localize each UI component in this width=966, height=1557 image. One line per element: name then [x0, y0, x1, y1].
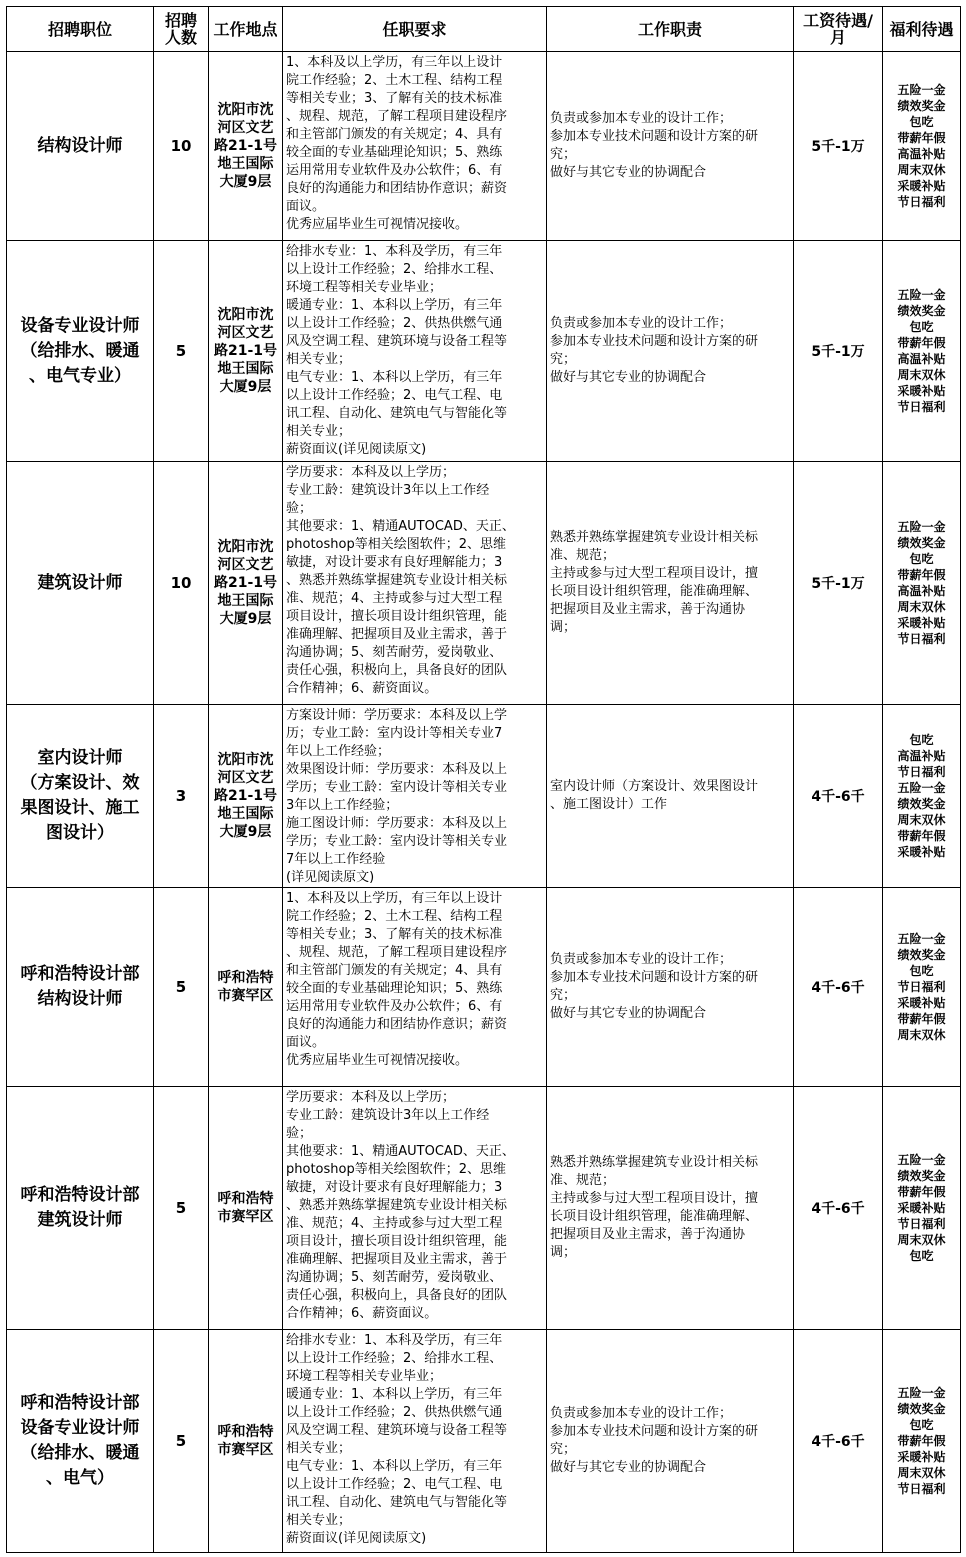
cell-benefits: 五险一金 绩效奖金 包吃 带薪年假 高温补贴 周末双休 采暖补贴 节日福利	[883, 462, 961, 705]
cell-requirements: 学历要求：本科及以上学历； 专业工龄：建筑设计3年以上工作经 验； 其他要求：1、精通AUTOCAD、天正、 photoshop等相关绘图软件；2、思维 敏捷，对设计要求有良好理解能力；3 、熟悉并熟练掌握建筑专业设计相关标 准、规范；4、主持或参与过大型工程 项目设计，擅长项目设计组织管理，能 准确理解、把握项目及业主需求，善于 沟通协调；5、刻苦耐劳，爱岗敬业、 责任心强，积极向上，具备良好的团队 合作精神；6、薪资面议。	[286, 465, 515, 696]
table-row	[7, 52, 961, 241]
cell-requirements: 1、本科及以上学历，有三年以上设计 院工作经验；2、土木工程、结构工程 等相关专业；3、了解有关的技术标准 、规程、规范，了解工程项目建设程序 和主管部门颁发的有关规定；4、具有 较全面的专业基础理论知识；5、熟练 运用常用专业软件及办公软件；6、有 良好的沟通能力和团结协作意识；薪资 面议。 优秀应届毕业生可视情况接收。	[286, 891, 508, 1068]
cell-position: 呼和浩特设计部 建筑设计师	[7, 1087, 154, 1330]
cell-location: 沈阳市沈 河区文艺 路21-1号 地王国际 大厦9层	[209, 241, 283, 462]
cell-count: 5	[154, 1087, 209, 1330]
header-location: 工作地点	[209, 7, 283, 52]
header-duties: 工作职责	[547, 7, 794, 52]
cell-position: 呼和浩特设计部 设备专业设计师 （给排水、暖通 、电气）	[7, 1330, 154, 1553]
cell-duties: 负责或参加本专业的设计工作； 参加本专业技术问题和设计方案的研 究； 做好与其它专业的协调配合	[547, 52, 794, 241]
cell-duties: 负责或参加本专业的设计工作； 参加本专业技术问题和设计方案的研 究； 做好与其它专业的协调配合	[547, 241, 794, 462]
cell-requirements: 学历要求：本科及以上学历； 专业工龄：建筑设计3年以上工作经 验； 其他要求：1、精通AUTOCAD、天正、 photoshop等相关绘图软件；2、思维 敏捷，对设计要求有良好理解能力；3 、熟悉并熟练掌握建筑专业设计相关标 准、规范；4、主持或参与过大型工程 项目设计，擅长项目设计组织管理，能 准确理解、把握项目及业主需求，善于 沟通协调；5、刻苦耐劳，爱岗敬业、 责任心强，积极向上，具备良好的团队 合作精神；6、薪资面议。	[286, 1090, 515, 1321]
table-row	[7, 462, 961, 705]
cell-position: 室内设计师 （方案设计、效 果图设计、施工 图设计）	[7, 705, 154, 888]
cell-salary: 4千-6千	[794, 888, 883, 1087]
cell-duties: 负责或参加本专业的设计工作； 参加本专业技术问题和设计方案的研 究； 做好与其它专业的协调配合	[547, 1330, 794, 1553]
cell-salary: 5千-1万	[794, 462, 883, 705]
table-row	[7, 1330, 961, 1553]
table-row	[7, 241, 961, 462]
cell-benefits: 五险一金 绩效奖金 带薪年假 采暖补贴 节日福利 周末双休 包吃	[883, 1087, 961, 1330]
cell-count: 10	[154, 52, 209, 241]
cell-location: 沈阳市沈 河区文艺 路21-1号 地王国际 大厦9层	[209, 52, 283, 241]
cell-benefits: 五险一金 绩效奖金 包吃 带薪年假 高温补贴 周末双休 采暖补贴 节日福利	[883, 52, 961, 241]
cell-position: 呼和浩特设计部 结构设计师	[7, 888, 154, 1087]
cell-requirements: 给排水专业：1、本科及学历，有三年 以上设计工作经验；2、给排水工程、 环境工程等相关专业毕业； 暖通专业：1、本科以上学历，有三年 以上设计工作经验；2、供热供燃气通 风及空调工程、建筑环境与设备工程等 相关专业； 电气专业：1、本科以上学历，有三年 以上设计工作经验；2、电气工程、电 讯工程、自动化、建筑电气与智能化等 相关专业； 薪资面议(详见阅读原文)	[286, 244, 508, 457]
header-row	[7, 7, 961, 52]
recruitment-table	[6, 6, 961, 1553]
header-count: 招聘 人数	[154, 7, 209, 52]
cell-benefits: 包吃 高温补贴 节日福利 五险一金 绩效奖金 周末双休 带薪年假 采暖补贴	[883, 705, 961, 888]
cell-duties: 熟悉并熟练掌握建筑专业设计相关标 准、规范； 主持或参与过大型工程项目设计，擅 长项目设计组织管理，能准确理解、 把握项目及业主需求，善于沟通协 调；	[547, 462, 794, 705]
cell-salary: 5千-1万	[794, 52, 883, 241]
table-row	[7, 1087, 961, 1330]
cell-position: 设备专业设计师 （给排水、暖通 、电气专业）	[7, 241, 154, 462]
cell-position: 建筑设计师	[7, 462, 154, 705]
cell-position: 结构设计师	[7, 52, 154, 241]
cell-salary: 4千-6千	[794, 1330, 883, 1553]
cell-count: 3	[154, 705, 209, 888]
cell-count: 5	[154, 1330, 209, 1553]
cell-location: 呼和浩特 市赛罕区	[209, 1087, 283, 1330]
cell-location: 沈阳市沈 河区文艺 路21-1号 地王国际 大厦9层	[209, 705, 283, 888]
cell-count: 5	[154, 888, 209, 1087]
cell-salary: 4千-6千	[794, 705, 883, 888]
header-requirements: 任职要求	[283, 7, 547, 52]
cell-benefits: 五险一金 绩效奖金 包吃 节日福利 采暖补贴 带薪年假 周末双休	[883, 888, 961, 1087]
table-row	[7, 888, 961, 1087]
cell-location: 呼和浩特 市赛罕区	[209, 888, 283, 1087]
cell-count: 5	[154, 241, 209, 462]
cell-count: 10	[154, 462, 209, 705]
table-row	[7, 705, 961, 888]
cell-benefits: 五险一金 绩效奖金 包吃 带薪年假 采暖补贴 周末双休 节日福利	[883, 1330, 961, 1553]
header-benefits: 福利待遇	[883, 7, 961, 52]
cell-benefits: 五险一金 绩效奖金 包吃 带薪年假 高温补贴 周末双休 采暖补贴 节日福利	[883, 241, 961, 462]
cell-salary: 4千-6千	[794, 1087, 883, 1330]
cell-requirements: 1、本科及以上学历，有三年以上设计 院工作经验；2、土木工程、结构工程 等相关专业；3、了解有关的技术标准 、规程、规范，了解工程项目建设程序 和主管部门颁发的有关规定；4、具有 较全面的专业基础理论知识；5、熟练 运用常用专业软件及办公软件；6、有 良好的沟通能力和团结协作意识；薪资 面议。 优秀应届毕业生可视情况接收。	[286, 55, 508, 232]
cell-duties: 负责或参加本专业的设计工作； 参加本专业技术问题和设计方案的研 究； 做好与其它专业的协调配合	[547, 888, 794, 1087]
cell-duties: 室内设计师（方案设计、效果图设计 、施工图设计）工作	[547, 705, 794, 888]
header-position: 招聘职位	[7, 7, 154, 52]
cell-location: 呼和浩特 市赛罕区	[209, 1330, 283, 1553]
cell-duties: 熟悉并熟练掌握建筑专业设计相关标 准、规范； 主持或参与过大型工程项目设计，擅 长项目设计组织管理，能准确理解、 把握项目及业主需求，善于沟通协 调；	[547, 1087, 794, 1330]
cell-salary: 5千-1万	[794, 241, 883, 462]
cell-requirements: 方案设计师：学历要求：本科及以上学 历；专业工龄：室内设计等相关专业7 年以上工作经验； 效果图设计师：学历要求：本科及以上 学历；专业工龄：室内设计等相关专业 3年以上工作经验； 施工图设计师：学历要求：本科及以上 学历；专业工龄：室内设计等相关专业 7年以上工作经验 (详见阅读原文)	[286, 708, 508, 885]
cell-requirements: 给排水专业：1、本科及学历，有三年 以上设计工作经验；2、给排水工程、 环境工程等相关专业毕业； 暖通专业：1、本科以上学历，有三年 以上设计工作经验；2、供热供燃气通 风及空调工程、建筑环境与设备工程等 相关专业； 电气专业：1、本科以上学历，有三年 以上设计工作经验；2、电气工程、电 讯工程、自动化、建筑电气与智能化等 相关专业； 薪资面议(详见阅读原文)	[286, 1333, 508, 1546]
cell-location: 沈阳市沈 河区文艺 路21-1号 地王国际 大厦9层	[209, 462, 283, 705]
header-salary: 工资待遇/ 月	[794, 7, 883, 52]
